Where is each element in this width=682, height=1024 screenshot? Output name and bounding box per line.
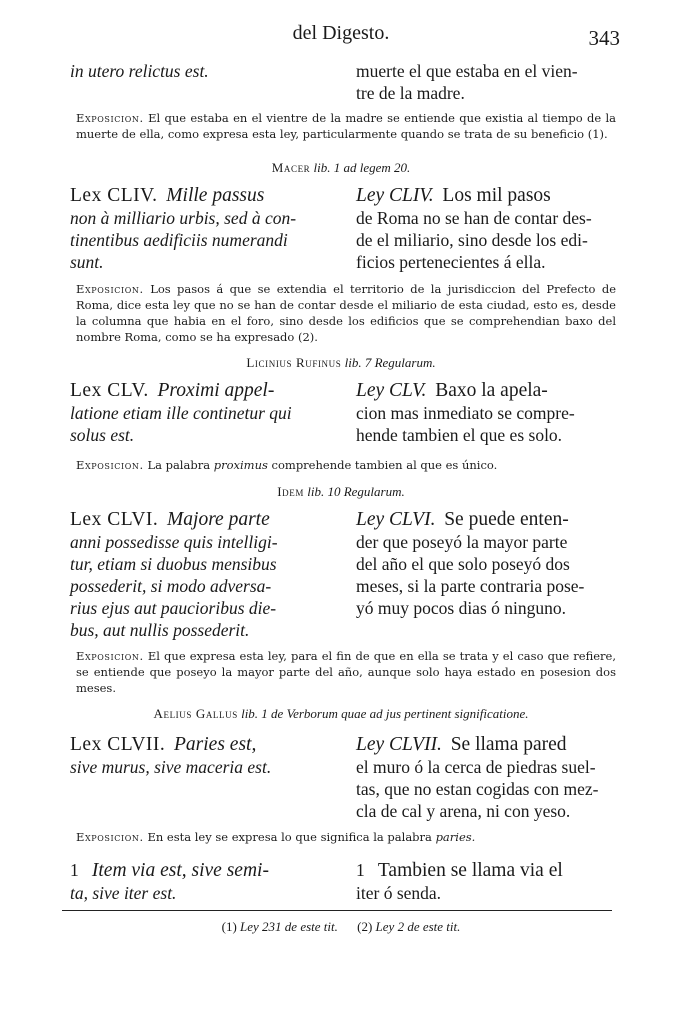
spanish-line: muerte el que estaba en el vien- [356, 61, 578, 81]
law-number-spanish: Ley CLV. [356, 380, 427, 401]
source-author: Macer [271, 160, 311, 175]
spanish-text [356, 859, 622, 904]
source-reference: lib. 7 Regularum. [344, 355, 436, 370]
exposition [76, 648, 616, 696]
spanish-line: meses, si la parte contraria pose- [356, 576, 585, 596]
law-number-spanish: Ley CLIV. [356, 185, 434, 206]
source-author: Aelius Gallus [153, 706, 238, 721]
running-title: del Digesto. [292, 22, 390, 44]
source-citation [0, 160, 682, 176]
spanish-text [356, 184, 622, 273]
latin-text [70, 184, 338, 273]
latin-line: Paries est, [174, 734, 257, 755]
latin-text [70, 859, 338, 904]
law-number-latin: Lex CLVI. [70, 509, 159, 530]
latin-line: Proximi appel- [157, 380, 275, 401]
latin-text [70, 733, 338, 778]
latin-line: latione etiam ille continetur qui [70, 403, 292, 423]
exposition-label: Exposicion. [76, 830, 144, 844]
footnote-1 [222, 919, 342, 934]
spanish-line: del año el que solo poseyó dos [356, 554, 570, 574]
spanish-line: ficios pertenecientes á ella. [356, 252, 546, 272]
exposition-term: paries. [435, 830, 476, 844]
footnote-2 [357, 919, 460, 934]
latin-line: tur, etiam si duobus mensibus [70, 554, 277, 574]
source-citation [0, 355, 682, 371]
source-author: Licinius Rufinus [246, 355, 342, 370]
spanish-text [356, 733, 622, 822]
latin-line: rius ejus aut paucioribus die- [70, 598, 277, 618]
exposition-text: El que estaba en el vientre de la madre se entiende que existia al tiempo de la muerte de ella, como expresa esta ley, particularmente quando se trata de su beneficio (1). [76, 111, 616, 141]
exposition-text: La palabra [147, 458, 211, 472]
exposition-label: Exposicion. [76, 282, 144, 296]
spanish-line: Los mil pasos [442, 185, 551, 206]
exposition [76, 110, 616, 142]
latin-line: bus, aut nullis possederit. [70, 620, 250, 640]
law-number-latin: Lex CLVII. [70, 734, 166, 755]
spanish-text [356, 379, 622, 446]
footnote-text: Ley 231 de este tit. [240, 919, 338, 934]
spanish-line: de el miliario, sino desde los edi- [356, 230, 588, 250]
latin-text: in utero relictus est. [70, 61, 209, 81]
latin-line: tinentibus aedificiis numerandi [70, 230, 288, 250]
exposition [76, 281, 616, 345]
law-number-spanish: Ley CLVII. [356, 734, 442, 755]
law-number-latin: Lex CLV. [70, 380, 149, 401]
source-citation [0, 706, 682, 722]
spanish-line: tre de la madre. [356, 83, 465, 103]
exposition-text: El que expresa esta ley, para el fin de que en ella se trata y el caso que refiere, se entiende que poseyo la mayor parte del año, aunque solo haya estado en posesion dos meses. [76, 649, 616, 695]
law-number-latin: Lex CLIV. [70, 185, 158, 206]
paragraph-number: 1 [356, 860, 365, 880]
source-citation [0, 484, 682, 500]
spanish-text [356, 60, 622, 104]
page-header [0, 22, 682, 52]
source-reference: lib. 1 ad legem 20. [313, 160, 411, 175]
page-number: 343 [588, 26, 620, 50]
latin-line: Majore parte [167, 509, 270, 530]
spanish-line: iter ó senda. [356, 883, 442, 903]
footnote-rule [62, 910, 612, 911]
spanish-line: Se llama pared [450, 734, 567, 755]
latin-line: sive murus, sive maceria est. [70, 757, 272, 777]
source-author: Idem [277, 484, 304, 499]
latin-line: possederit, si modo adversa- [70, 576, 272, 596]
exposition-label: Exposicion. [76, 458, 144, 472]
latin-line: sunt. [70, 252, 104, 272]
latin-line: Mille passus [166, 185, 265, 206]
spanish-line: cion mas inmediato se compre- [356, 403, 575, 423]
spanish-line: der que poseyó la mayor parte [356, 532, 568, 552]
law-number-spanish: Ley CLVI. [356, 509, 436, 530]
footnote-text: Ley 2 de este tit. [375, 919, 461, 934]
spanish-line: yó muy pocos dias ó ninguno. [356, 598, 566, 618]
footnotes [0, 919, 682, 935]
spanish-line: el muro ó la cerca de piedras suel- [356, 757, 596, 777]
latin-line: anni possedisse quis intelligi- [70, 532, 278, 552]
spanish-line: hende tambien el que es solo. [356, 425, 563, 445]
footnote-marker: (1) [221, 919, 237, 934]
exposition-text: En esta ley se expresa lo que significa la palabra [147, 830, 432, 844]
latin-line: ta, sive iter est. [70, 883, 177, 903]
exposition-text: Los pasos á que se extendia el territorio de la jurisdiccion del Prefecto de Roma, dice esta ley que no se han de contar desde el miliario de esta ciudad, esto es, desde la columna que habia en el foro, sino desde los edificios que se comprehendian baxo del nombre Roma, como se ha expresado (2). [76, 282, 617, 344]
latin-line: solus est. [70, 425, 135, 445]
paragraph-number: 1 [70, 860, 79, 880]
latin-line: non à milliario urbis, sed à con- [70, 208, 297, 228]
exposition [76, 457, 616, 473]
spanish-line: tas, que no estan cogidas con mez- [356, 779, 599, 799]
exposition [76, 829, 616, 845]
exposition-term: proximus [213, 458, 268, 472]
source-reference: lib. 10 Regularum. [307, 484, 405, 499]
spanish-text [356, 508, 622, 619]
spanish-line: Tambien se llama via el [377, 860, 563, 881]
latin-text [70, 379, 338, 446]
spanish-line: de Roma no se han de contar des- [356, 208, 592, 228]
exposition-label: Exposicion. [76, 111, 144, 125]
exposition-label: Exposicion. [76, 649, 144, 663]
spanish-line: cla de cal y arena, ni con yeso. [356, 801, 571, 821]
latin-line: Item via est, sive semi- [91, 860, 269, 881]
spanish-line: Baxo la apela- [435, 380, 548, 401]
source-reference: lib. 1 de Verborum quae ad jus pertinent significatione. [241, 706, 529, 721]
latin-text [70, 508, 338, 641]
spanish-line: Se puede enten- [444, 509, 569, 530]
exposition-text: comprehende tambien al que es único. [271, 458, 498, 472]
footnote-marker: (2) [357, 919, 373, 934]
